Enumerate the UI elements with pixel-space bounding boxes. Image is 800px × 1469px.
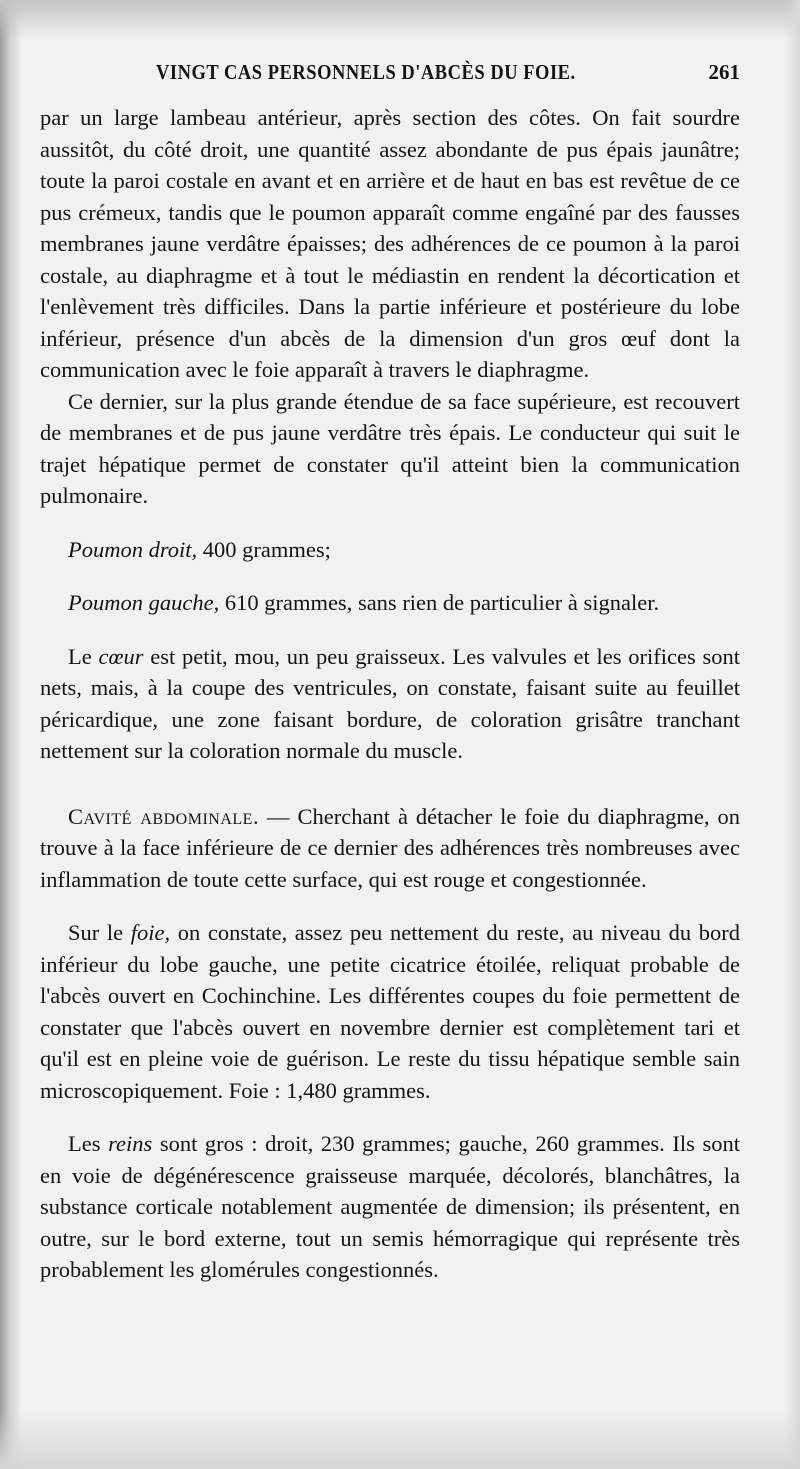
- heart-prefix: Le: [68, 643, 99, 669]
- page-edge-shadow-bottom: [0, 1409, 800, 1469]
- left-lung-label: Poumon gauche,: [68, 590, 220, 615]
- paragraph-abdominal-cavity: [40, 801, 740, 896]
- liver-description: on constate, assez peu nettement du reste, au niveau du bord inférieur du lobe gauche, une petite cicatrice étoilée, reliquat probable de l'abcès ouvert en Cochinchine. Les différentes coupes du foie permettent de constater que l'abcès ouvert en novembre dernier est complètement tari et qu'il est en pleine voie de guérison. Le reste du tissu hépatique semble sain microscopiquement. Foie : 1,480 grammes.: [40, 920, 740, 1103]
- kidneys-label: reins: [108, 1131, 153, 1156]
- right-lung-weight: 400 grammes;: [197, 536, 331, 562]
- paragraph-right-lung: [40, 534, 740, 566]
- abdominal-cavity-description: — Cherchant à détacher le foie du diaphragme, on trouve à la face inférieure de ce dernier des adhérences très nombreuses avec inflammation de toute cette surface, qui est rouge et congestionnée.: [40, 803, 740, 892]
- paragraph-liver: [40, 917, 740, 1106]
- abdominal-cavity-heading: Cavité abdominale.: [68, 803, 260, 829]
- page-edge-shadow-top: [0, 0, 800, 40]
- page-edge-shadow-right: [784, 0, 800, 1469]
- paragraph-heart: [40, 641, 740, 767]
- paragraph-autopsy-thorax: par un large lambeau antérieur, après section des côtes. On fait sourdre aussitôt, du côté droit, une quantité assez abondante de pus épais jaunâtre; toute la paroi costale en avant et en arrière et de haut en bas est revêtue de ce pus crémeux, tandis que le poumon apparaît comme engaîné par des fausses membranes jaune verdâtre épaisses; des adhérences de ce poumon à la paroi costale, au diaphragme et à tout le médiastin en rendent la décortication et l'enlèvement très difficiles. Dans la partie inférieure et postérieure du lobe inférieur, présence d'un abcès de la dimension d'un gros œuf dont la communication avec le foie apparaît à travers le diaphragme.: [40, 105, 740, 382]
- paragraph-kidneys: [40, 1128, 740, 1286]
- paragraph-left-lung: [40, 587, 740, 619]
- kidneys-prefix: Les: [68, 1131, 109, 1156]
- running-head: [156, 60, 740, 94]
- heart-description: est petit, mou, un peu graisseux. Les valvules et les orifices sont nets, mais, à la coupe des ventricules, on constate, faisant suite au feuillet péricardique, une zone faisant bordure, de coloration grisâtre tranchant nettement sur la coloration normale du muscle.: [40, 643, 740, 763]
- paragraph-liver-membranes: Ce dernier, sur la plus grande étendue de sa face supérieure, est recouvert de membranes et de pus jaune verdâtre très épais. Le conducteur qui suit le trajet hépatique permet de constater qu'il atteint bien la communication pulmonaire.: [40, 388, 740, 508]
- kidneys-description: sont gros : droit, 230 grammes; gauche, 260 grammes. Ils sont en voie de dégénérescence graisseuse marquée, décolorés, blanchâtres, la substance corticale notablement augmentée de dimension; ils présentent, en outre, sur le bord externe, tout un semis hémorragique qui représente très probablement les glomérules congestionnés.: [40, 1131, 740, 1282]
- body-text: [40, 102, 740, 1286]
- heart-label: cœur: [98, 643, 144, 669]
- left-lung-weight: 610 grammes, sans rien de particulier à signaler.: [219, 590, 660, 615]
- running-title: VINGT CAS PERSONNELS D'ABCÈS DU FOIE.: [156, 60, 576, 84]
- page-edge-shadow-left: [0, 0, 22, 1469]
- right-lung-label: Poumon droit,: [68, 536, 198, 562]
- page-number: 261: [708, 60, 740, 84]
- liver-prefix: Sur le: [68, 920, 131, 945]
- liver-label: foie,: [130, 920, 171, 945]
